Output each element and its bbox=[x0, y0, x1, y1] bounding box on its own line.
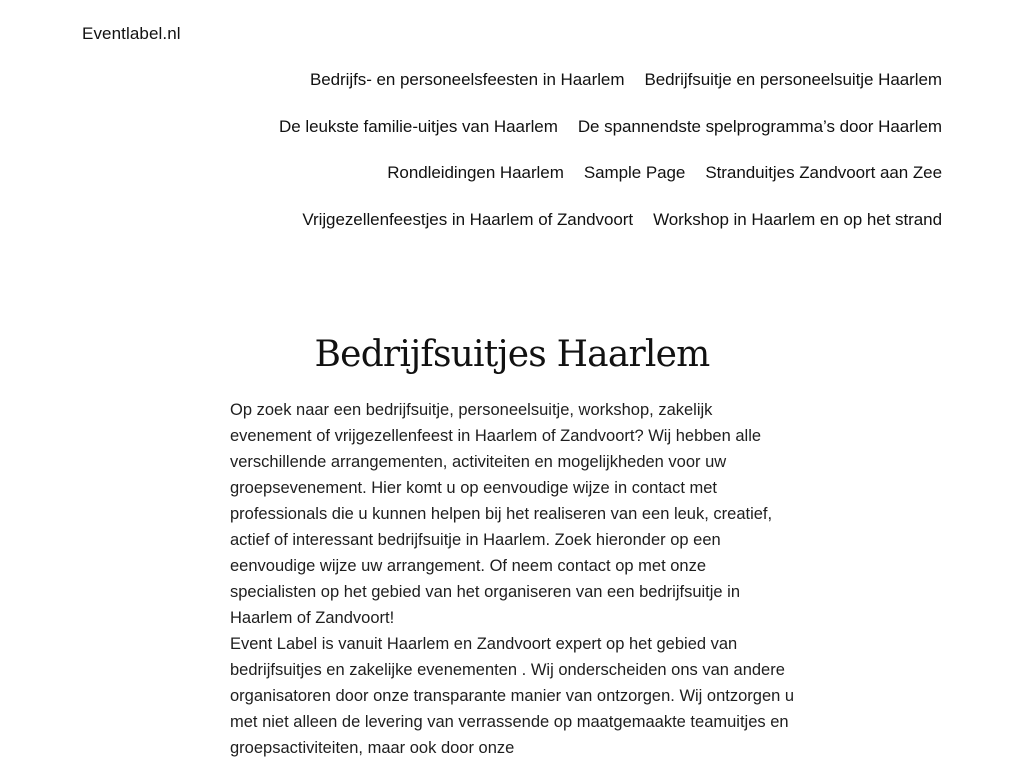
nav-link-bedrijfs-personeelsfeesten[interactable]: Bedrijfs- en personeelsfeesten in Haarlem bbox=[309, 70, 625, 89]
content-paragraph: Event Label is vanuit Haarlem en Zandvoort expert op het gebied van bedrijfsuitjes en zakelijke evenementen . Wij onderscheiden ons van andere organisatoren door onze transparante manier van ontzorgen. Wij ontzorgen u met niet alleen de levering van verrassende op maatgemaakte teamuitjes en groepsactiviteiten, maar ook door onze bbox=[230, 635, 795, 757]
nav-row bbox=[182, 67, 942, 114]
page-title: Bedrijfsuitjes Haarlem bbox=[314, 334, 710, 375]
nav-link-rondleidingen[interactable]: Rondleidingen Haarlem bbox=[387, 163, 564, 183]
nav-link-vrijgezellenfeestjes[interactable]: Vrijgezellenfeestjes in Haarlem of Zandvoort bbox=[302, 210, 634, 230]
nav-link-sample-page[interactable]: Sample Page bbox=[583, 163, 686, 183]
nav-row bbox=[182, 160, 942, 207]
nav-link-familie-uitjes[interactable]: De leukste familie-uitjes van Haarlem bbox=[279, 116, 558, 136]
site-title-link[interactable]: Eventlabel.nl bbox=[82, 24, 181, 43]
page-content bbox=[230, 397, 795, 761]
nav-link-bedrijfsuitje-personeelsuitje[interactable]: Bedrijfsuitje en personeelsuitje Haarlem bbox=[644, 70, 942, 89]
nav-row bbox=[182, 207, 942, 254]
nav-link-spelprogrammas[interactable]: De spannendste spelprogramma’s door Haarlem bbox=[577, 116, 942, 136]
nav-link-stranduitjes[interactable]: Stranduitjes Zandvoort aan Zee bbox=[705, 163, 942, 183]
content-paragraph: Op zoek naar een bedrijfsuitje, personeelsuitje, workshop, zakelijk evenement of vrijgezellenfeest in Haarlem of Zandvoort? Wij hebben alle verschillende arrangementen, activiteiten en mogelijkheden voor uw groepsevenement. Hier komt u op eenvoudige wijze in contact met professionals die u kunnen helpen bij het realiseren van een leuk, creatief, actief of interessant bedrijfsuitje in Haarlem. Zoek hieronder op een eenvoudige wijze uw arrangement. Of neem contact op met onze specialisten op het gebied van het organiseren van een bedrijfsuitje in Haarlem of Zandvoort! bbox=[230, 401, 773, 627]
nav-link-workshop[interactable]: Workshop in Haarlem en op het strand bbox=[653, 210, 942, 230]
nav-row bbox=[182, 114, 942, 161]
primary-navigation bbox=[182, 67, 942, 254]
